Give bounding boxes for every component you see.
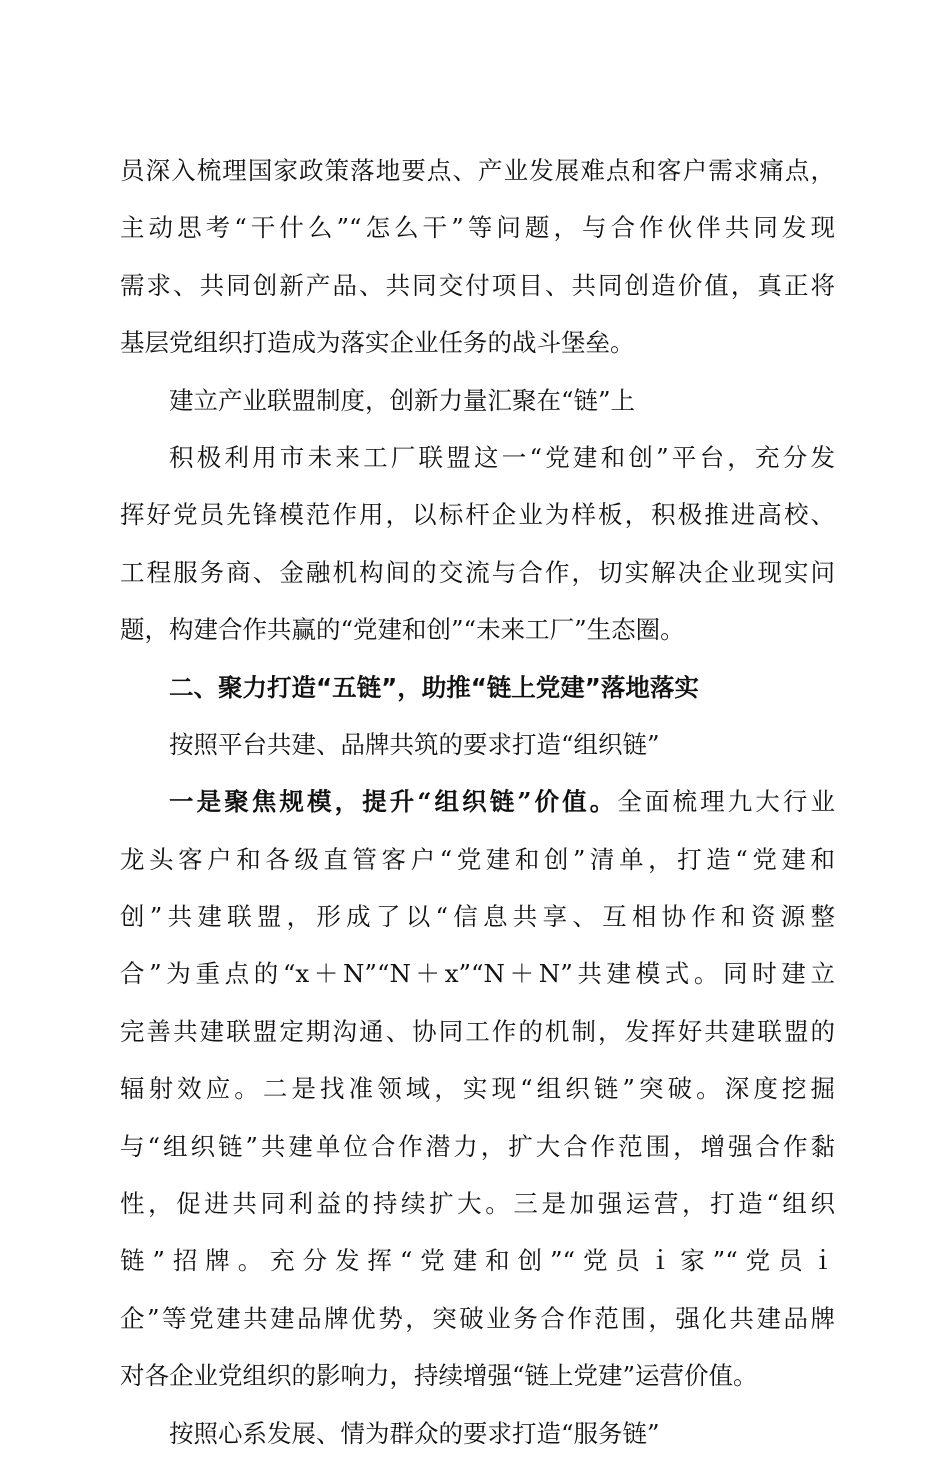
text-line: 题，构建合作共赢的“党建和创”“未来工厂”生态圈。 — [120, 615, 685, 645]
subheading-service-chain: 按照心系发展、情为群众的要求打造“服务链” — [169, 1418, 660, 1448]
subheading-industry-alliance: 建立产业联盟制度，创新力量汇聚在“链”上 — [169, 385, 636, 415]
text-line: 需求、共同创新产品、共同交付项目、共同创造价值，真正将 — [120, 270, 835, 300]
text-line: 企”等党建共建品牌优势，突破业务合作范围，强化共建品牌 — [120, 1303, 835, 1333]
text-run: 全面梳理九大行业 — [617, 787, 836, 817]
text-line: 合”为重点的“x＋N”“N＋x”“N＋N”共建模式。同时建立 — [120, 959, 835, 989]
text-line: 对各企业党组织的影响力，持续增强“链上党建”运营价值。 — [120, 1361, 758, 1391]
text-line: 与“组织链”共建单位合作潜力，扩大合作范围，增强合作黏 — [120, 1131, 835, 1161]
text-line: 主动思考“干什么”“怎么干”等问题，与合作伙伴共同发现 — [120, 213, 835, 243]
text-line: 工程服务商、金融机构间的交流与合作，切实解决企业现实问 — [120, 557, 835, 587]
text-line: 完善共建联盟定期沟通、协同工作的机制，发挥好共建联盟的 — [120, 1016, 835, 1046]
text-line — [120, 773, 835, 830]
text-line: 性，促进共同利益的持续扩大。三是加强运营，打造“组织 — [120, 1189, 835, 1219]
text-line: 创”共建联盟，形成了以“信息共享、互相协作和资源整 — [120, 902, 835, 932]
text-line: 链”招牌。充分发挥“党建和创”“党员ｉ家”“党员ｉ — [120, 1246, 835, 1276]
body-text — [120, 142, 835, 1462]
text-line: 挥好党员先锋模范作用，以标杆企业为样板，积极推进高校、 — [120, 500, 835, 530]
text-line: 员深入梳理国家政策落地要点、产业发展难点和客户需求痛点， — [120, 156, 835, 185]
subheading-organization-chain: 按照平台共建、品牌共筑的要求打造“组织链” — [169, 729, 660, 759]
bold-lead-phrase: 一是聚焦规模，提升“组织链”价值。 — [169, 787, 618, 817]
text-line: 辐射效应。二是找准领域，实现“组织链”突破。深度挖掘 — [120, 1074, 835, 1104]
section-heading-two: 二、聚力打造“五链”，助推“链上党建”落地落实 — [169, 672, 699, 702]
text-line: 龙头客户和各级直管客户“党建和创”清单，打造“党建和 — [120, 844, 835, 874]
text-line: 积极利用市未来工厂联盟这一“党建和创”平台，充分发 — [169, 442, 835, 472]
text-line: 基层党组织打造成为落实企业任务的战斗堡垒。 — [120, 328, 635, 358]
